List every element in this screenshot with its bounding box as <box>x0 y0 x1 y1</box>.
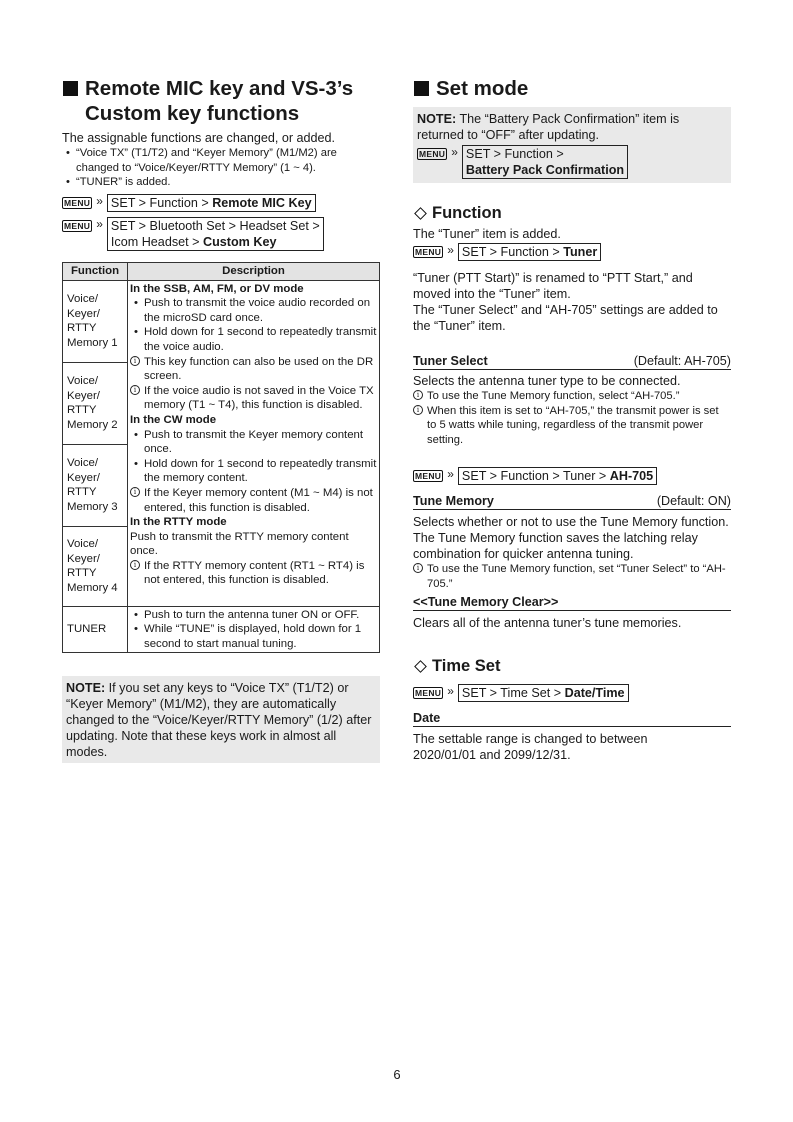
fn-cell: Voice/ Keyer/ RTTY Memory 2 <box>63 362 128 444</box>
info-note <box>413 389 731 404</box>
info-icon: i <box>413 563 423 573</box>
info-icon: i <box>413 405 423 415</box>
desc-note <box>130 384 377 413</box>
desc-bullet: • Push to transmit the Keyer memory content once. <box>130 428 377 457</box>
desc-note-text: If the RTTY memory content (RT1 ~ RT4) is not entered, this function is disabled. <box>144 559 365 587</box>
menu-path-battery <box>417 145 727 179</box>
square-bullet-icon <box>63 81 78 96</box>
note-label: NOTE: <box>417 112 457 126</box>
info-note-text: To use the Tune Memory function, set “Tuner Select” to “AH-705.” <box>427 563 726 590</box>
col-header-description: Description <box>128 263 380 281</box>
description-cell <box>128 606 380 653</box>
menu-path-custom-key <box>62 217 380 251</box>
desc-note-text: This key function can also be used on the DR screen. <box>144 355 374 383</box>
left-intro: The assignable functions are changed, or added. <box>62 131 336 145</box>
path-bold: Tuner <box>563 245 598 259</box>
col-header-function: Function <box>63 263 128 281</box>
path-box <box>107 217 324 251</box>
info-icon: i <box>130 385 140 395</box>
fn-cell: Voice/ Keyer/ RTTY Memory 4 <box>63 526 128 606</box>
function-paragraph-1: “Tuner (PTT Start)” is renamed to “PTT Start,” and moved into the “Tuner” item. <box>413 271 693 301</box>
fn-cell: TUNER <box>63 606 128 653</box>
info-note <box>413 562 731 591</box>
date-title-row <box>413 711 731 727</box>
path-box <box>458 467 657 485</box>
note-label: NOTE: <box>66 681 106 695</box>
path-line2-prefix: Icom Headset > <box>110 235 203 249</box>
left-bullet-2: • “TUNER” is added. <box>62 175 380 190</box>
tuner-select-title: Tuner Select <box>413 354 488 368</box>
desc-note <box>130 559 377 588</box>
menu-key-icon: MENU <box>64 198 91 208</box>
path-bold: Custom Key <box>202 235 277 249</box>
left-note-box <box>62 676 380 763</box>
path-bold: Battery Pack Confirmation <box>465 163 625 177</box>
info-icon: i <box>130 560 140 570</box>
table-row <box>63 606 380 653</box>
path-prefix: SET > Time Set > <box>461 686 565 700</box>
fn-cell: Voice/ Keyer/ RTTY Memory 3 <box>63 444 128 526</box>
description-cell <box>128 280 380 606</box>
function-paragraph-2: The “Tuner Select” and “AH-705” settings are added to the “Tuner” item. <box>413 303 718 333</box>
path-prefix: SET > Function > <box>461 245 564 259</box>
tune-memory-clear-title-row <box>413 595 731 611</box>
left-section-heading <box>62 76 380 126</box>
diamond-icon <box>414 660 427 673</box>
left-heading-line1: Remote MIC key and VS-3’s <box>85 77 354 100</box>
desc-note <box>130 486 377 515</box>
path-prefix: SET > Function > <box>110 196 213 210</box>
tune-memory-notes <box>413 562 731 591</box>
table-row <box>63 280 380 362</box>
path-box <box>458 684 629 702</box>
function-table <box>62 262 380 653</box>
right-note-line <box>417 111 727 143</box>
function-intro: The “Tuner” item is added. <box>413 227 561 241</box>
path-box <box>107 194 316 212</box>
menu-key-icon: MENU <box>415 471 442 481</box>
time-set-heading-text: Time Set <box>432 657 501 675</box>
tuner-select-notes <box>413 389 731 447</box>
function-heading-text: Function <box>432 204 502 222</box>
date-title: Date <box>413 711 441 725</box>
menu-key-icon: MENU <box>415 247 442 257</box>
menu-path-tuner <box>413 243 731 261</box>
date-text: The settable range is changed to between 2020/01/01 and 2099/12/31. <box>413 732 648 762</box>
path-prefix: SET > Function > Tuner > <box>461 469 610 483</box>
tuner-select-text: Selects the antenna tuner type to be connected. <box>413 374 681 388</box>
page-number: 6 <box>393 1067 401 1082</box>
desc-bullet: • While “TUNE” is displayed, hold down for 1 second to start manual tuning. <box>130 622 377 651</box>
chevron-icon: » <box>447 243 454 257</box>
path-bold: Date/Time <box>564 686 625 700</box>
desc-note <box>130 355 377 384</box>
mode-heading-cw: In the CW mode <box>130 413 217 426</box>
tune-memory-text: Selects whether or not to use the Tune Memory function. The Tune Memory function saves the latching relay combination for quicker antenna tuning. <box>413 515 729 561</box>
right-section-heading <box>413 76 731 101</box>
right-heading-text: Set mode <box>436 77 529 100</box>
menu-path-remote-mic <box>62 194 380 212</box>
square-bullet-icon <box>414 81 429 96</box>
function-heading <box>413 204 731 223</box>
menu-key-icon: MENU <box>64 221 91 231</box>
path-box <box>458 243 601 261</box>
fn-cell: Voice/ Keyer/ RTTY Memory 1 <box>63 280 128 362</box>
info-icon: i <box>130 487 140 497</box>
menu-key-icon: MENU <box>419 149 446 159</box>
mode-heading-ssb: In the SSB, AM, FM, or DV mode <box>130 282 304 295</box>
note-text: The “Battery Pack Confirmation” item is returned to “OFF” after updating. <box>417 112 680 142</box>
tune-memory-default: (Default: ON) <box>656 494 731 508</box>
desc-bullet: • Push to turn the antenna tuner ON or OFF. <box>130 608 377 623</box>
info-icon: i <box>413 390 423 400</box>
info-note <box>413 404 731 448</box>
desc-bullet: • Hold down for 1 second to repeatedly transmit the voice audio. <box>130 325 377 354</box>
desc-text: Push to transmit the RTTY memory content once. <box>130 530 349 558</box>
path-bold: AH-705 <box>609 469 654 483</box>
tune-memory-clear-title: <<Tune Memory Clear>> <box>413 595 559 609</box>
info-note-text: To use the Tune Memory function, select “AH-705.” <box>427 390 680 402</box>
tune-memory-title: Tune Memory <box>413 494 494 508</box>
tune-memory-clear-text: Clears all of the antenna tuner’s tune memories. <box>413 616 682 630</box>
left-bullet-1: • “Voice TX” (T1/T2) and “Keyer Memory” (M1/M2) are changed to “Voice/Keyer/RTTY Memory” (1 ~ 4). <box>62 146 380 175</box>
menu-key-icon: MENU <box>415 688 442 698</box>
table-header-row <box>63 263 380 281</box>
mode-heading-rtty: In the RTTY mode <box>130 516 227 529</box>
right-note-box <box>413 107 731 183</box>
desc-note-text: If the voice audio is not saved in the Voice TX memory (T1 ~ T4), this function is disabled. <box>144 384 374 412</box>
diamond-icon <box>414 207 427 220</box>
desc-note-text: If the Keyer memory content (M1 ~ M4) is not entered, this function is disabled. <box>144 486 373 514</box>
tuner-select-default: (Default: AH-705) <box>633 354 731 368</box>
chevron-icon: » <box>96 194 103 208</box>
chevron-icon: » <box>447 467 454 481</box>
info-note-text: When this item is set to “AH-705,” the transmit power is set to 5 watts while tuning, regardless of the transmit power setting. <box>427 404 719 446</box>
menu-path-date-time <box>413 684 731 702</box>
left-heading-line2: Custom key functions <box>85 102 300 125</box>
path-line1: SET > Bluetooth Set > Headset Set > <box>110 219 320 233</box>
path-box <box>462 145 628 179</box>
chevron-icon: » <box>96 217 103 231</box>
info-icon: i <box>130 356 140 366</box>
note-text: If you set any keys to “Voice TX” (T1/T2) or “Keyer Memory” (M1/M2), they are automatically changed to the “Voice/Keyer/RTTY Memory” (1/2) after updating. Note that these keys work in almost all modes. <box>66 681 372 759</box>
desc-bullet: • Push to transmit the voice audio recorded on the microSD card once. <box>130 296 377 325</box>
desc-bullet: • Hold down for 1 second to repeatedly transmit the memory content. <box>130 457 377 486</box>
tuner-select-title-row <box>413 354 731 370</box>
chevron-icon: » <box>451 145 458 159</box>
time-set-heading <box>413 657 731 676</box>
tune-memory-title-row <box>413 494 731 510</box>
left-bullets <box>62 146 380 190</box>
chevron-icon: » <box>447 684 454 698</box>
path-bold: Remote MIC Key <box>212 196 312 210</box>
path-line1: SET > Function > <box>465 147 564 161</box>
menu-path-ah705 <box>413 467 731 485</box>
